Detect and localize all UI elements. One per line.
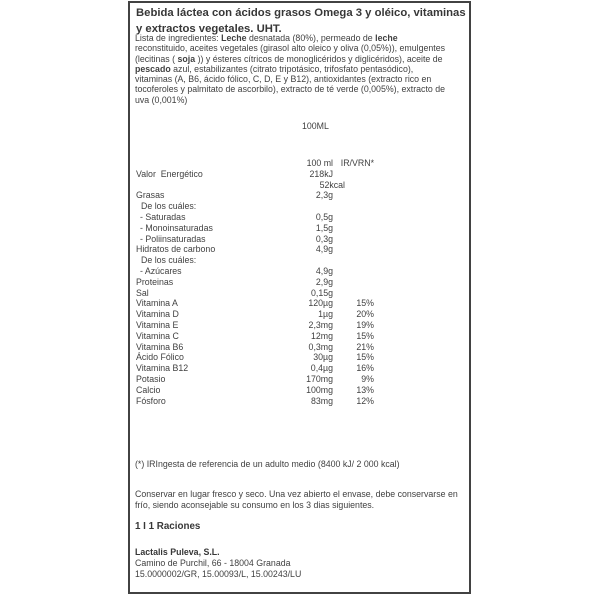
nutrition-value-cell: 2,9g xyxy=(315,276,333,287)
nutrition-percent-cell xyxy=(333,277,374,288)
nutrition-value-cell xyxy=(301,255,333,266)
ingredients-line: uva (0,001%) xyxy=(135,94,188,105)
nutrition-value-cell: 0,3g xyxy=(315,233,333,244)
storage-instructions xyxy=(135,489,469,512)
nutrition-value-cell: 4,9g xyxy=(315,265,333,276)
storage-line2: frío, siendo aconsejable su consumo en los 3 dias siguientes. xyxy=(135,500,375,511)
nutrition-label-cell: Vitamina B12 xyxy=(136,363,189,374)
ingredients-line: pescado azul, estabilizantes (citrato tripotásico, trifosfato pentasódico), xyxy=(135,63,414,74)
nutrition-percent-cell xyxy=(333,212,374,223)
product-label-box xyxy=(128,1,471,594)
nutrition-label-cell: Vitamina C xyxy=(136,330,179,341)
ingredients-line: vitaminas (A, B6, ácido fólico, C, D, E y B12), antioxidantes (extracto rico en xyxy=(135,74,432,85)
nutrition-percent-cell xyxy=(333,288,374,299)
nutrition-value-cell xyxy=(301,201,333,212)
nutrition-row xyxy=(130,342,469,353)
nutrition-header-row xyxy=(130,158,469,169)
nutrition-percent-cell: 20% xyxy=(356,309,374,320)
nutrition-label-cell xyxy=(136,158,301,169)
nutrition-value-cell: 83mg xyxy=(310,395,333,406)
ingredients-line: (lecitinas ( soja )) y ésteres cítricos de monoglicéridos y diglicéridos), aceite de xyxy=(135,53,443,64)
nutrition-percent-cell: 9% xyxy=(361,373,374,384)
nutrition-value-cell: 30µg xyxy=(313,352,333,363)
nutrition-label-cell: - Saturadas xyxy=(140,211,186,222)
nutrition-label-cell: Grasas xyxy=(136,190,165,201)
nutrition-row xyxy=(130,352,469,363)
nutrition-label-cell: - Monoinsaturadas xyxy=(140,222,213,233)
nutrition-percent-cell xyxy=(333,266,374,277)
nutrition-percent-cell xyxy=(333,190,374,201)
nutrition-percent-cell: 12% xyxy=(356,395,374,406)
nutrition-percent-cell: 13% xyxy=(356,384,374,395)
nutrition-label-cell: Valor Energético xyxy=(136,168,203,179)
nutrition-value-cell: 2,3mg xyxy=(308,319,333,330)
nutrition-row xyxy=(130,180,469,191)
nutrition-percent-cell xyxy=(333,244,374,255)
nutrition-value-cell: 120µg xyxy=(308,298,333,309)
nutrition-percent-cell: 15% xyxy=(356,330,374,341)
nutrition-percent-cell xyxy=(333,234,374,245)
nutrition-label-cell: Vitamina B6 xyxy=(136,341,184,352)
nutrition-percent-cell xyxy=(333,201,374,212)
nutrition-row xyxy=(130,244,469,255)
nutrition-value-cell: 0,15g xyxy=(310,287,333,298)
ingredients-text xyxy=(135,33,467,105)
manufacturer-address: Camino de Purchil, 66 - 18004 Granada xyxy=(135,558,291,569)
nutrition-row xyxy=(130,277,469,288)
manufacturer-name: Lactalis Puleva, S.L. xyxy=(135,547,220,557)
serving-size-label: 100ML xyxy=(302,121,329,131)
nutrition-value-cell: 52kcal xyxy=(319,179,345,190)
nutrition-percent-cell xyxy=(333,223,374,234)
nutrition-label-cell: Sal xyxy=(136,287,149,298)
nutrition-table xyxy=(130,158,469,406)
ingredients-line: reconstituido, aceites vegetales (girasol alto oleico y oliva (0,05%)), emulgentes xyxy=(135,43,446,54)
nutrition-row xyxy=(130,190,469,201)
nutrition-row xyxy=(130,385,469,396)
nutrition-label-cell: - Azúcares xyxy=(140,265,182,276)
nutrition-percent-cell xyxy=(333,255,374,266)
registry-numbers: 15.0000002/GR, 15.00093/L, 15.00243/LU xyxy=(135,569,302,580)
nutrition-percent-cell: 19% xyxy=(356,319,374,330)
nutrition-label-cell: De los cuáles: xyxy=(141,201,197,212)
nutrition-value-cell: 1µg xyxy=(318,309,333,320)
servings-count: 1 I 1 Raciones xyxy=(135,521,201,532)
nutrition-percent-cell: 15% xyxy=(356,298,374,309)
nutrition-percent-cell: 16% xyxy=(356,363,374,374)
product-title-line1: Bebida láctea con ácidos grasos Omega 3 y oléico, vitaminas xyxy=(136,7,466,19)
nutrition-value-cell: 4,9g xyxy=(315,244,333,255)
nutrition-label-cell: Calcio xyxy=(136,384,161,395)
nutrition-value-cell: 170mg xyxy=(306,373,333,384)
nutrition-row xyxy=(130,201,469,212)
nutrition-percent-cell: IR/VRN* xyxy=(340,158,374,168)
nutrition-percent-cell: 15% xyxy=(356,352,374,363)
nutrition-row xyxy=(130,320,469,331)
nutrition-row xyxy=(130,169,469,180)
nutrition-row xyxy=(130,298,469,309)
nutrition-value-cell: 0,4µg xyxy=(310,363,333,374)
nutrition-label-cell: De los cuáles: xyxy=(141,255,197,266)
storage-line1: Conservar en lugar fresco y seco. Una vez abierto el envase, debe conservarse en xyxy=(135,489,458,499)
nutrition-value-cell: 0,3mg xyxy=(308,341,333,352)
nutrition-label-cell: Vitamina E xyxy=(136,319,179,330)
nutrition-row xyxy=(130,255,469,266)
nutrition-label-cell: Potasio xyxy=(136,373,166,384)
nutrition-label-cell: Ácido Fólico xyxy=(136,352,184,363)
nutrition-value-cell: 1,5g xyxy=(315,222,333,233)
nutrition-row xyxy=(130,309,469,320)
nutrition-label-cell: Hidratos de carbono xyxy=(136,244,216,255)
nutrition-row xyxy=(130,396,469,407)
ingredients-line: Lista de ingredientes: Leche desnatada (80%), permeado de leche xyxy=(135,33,398,43)
reference-intake-footnote: (*) IRIngesta de referencia de un adulto medio (8400 kJ/ 2 000 kcal) xyxy=(135,459,400,469)
nutrition-row xyxy=(130,331,469,342)
nutrition-value-cell: 100mg xyxy=(306,384,333,395)
nutrition-value-cell: 0,5g xyxy=(315,211,333,222)
nutrition-row xyxy=(130,223,469,234)
nutrition-label-cell: Proteinas xyxy=(136,276,174,287)
nutrition-row xyxy=(130,212,469,223)
nutrition-value-cell: 12mg xyxy=(310,330,333,341)
nutrition-percent-cell: 21% xyxy=(356,341,374,352)
manufacturer-block xyxy=(135,547,467,581)
nutrition-value-cell: 218kJ xyxy=(309,168,333,179)
ingredients-line: tocoferoles y palmitato de ascorbilo), extracto de té verde (0,005%), extracto de xyxy=(135,84,446,95)
nutrition-percent-cell xyxy=(333,169,374,180)
product-title-line2: y extractos vegetales. UHT. xyxy=(136,23,282,35)
nutrition-value-cell: 2,3g xyxy=(315,190,333,201)
nutrition-row xyxy=(130,266,469,277)
nutrition-row xyxy=(130,234,469,245)
nutrition-label-cell: Fósforo xyxy=(136,395,166,406)
nutrition-label-cell: Vitamina D xyxy=(136,309,179,320)
nutrition-row xyxy=(130,374,469,385)
nutrition-label-cell: - Poliinsaturadas xyxy=(140,233,206,244)
nutrition-row xyxy=(130,363,469,374)
nutrition-row xyxy=(130,288,469,299)
nutrition-label-cell xyxy=(136,180,301,191)
nutrition-value-cell: 100 ml xyxy=(306,158,333,168)
nutrition-label-cell: Vitamina A xyxy=(136,298,178,309)
